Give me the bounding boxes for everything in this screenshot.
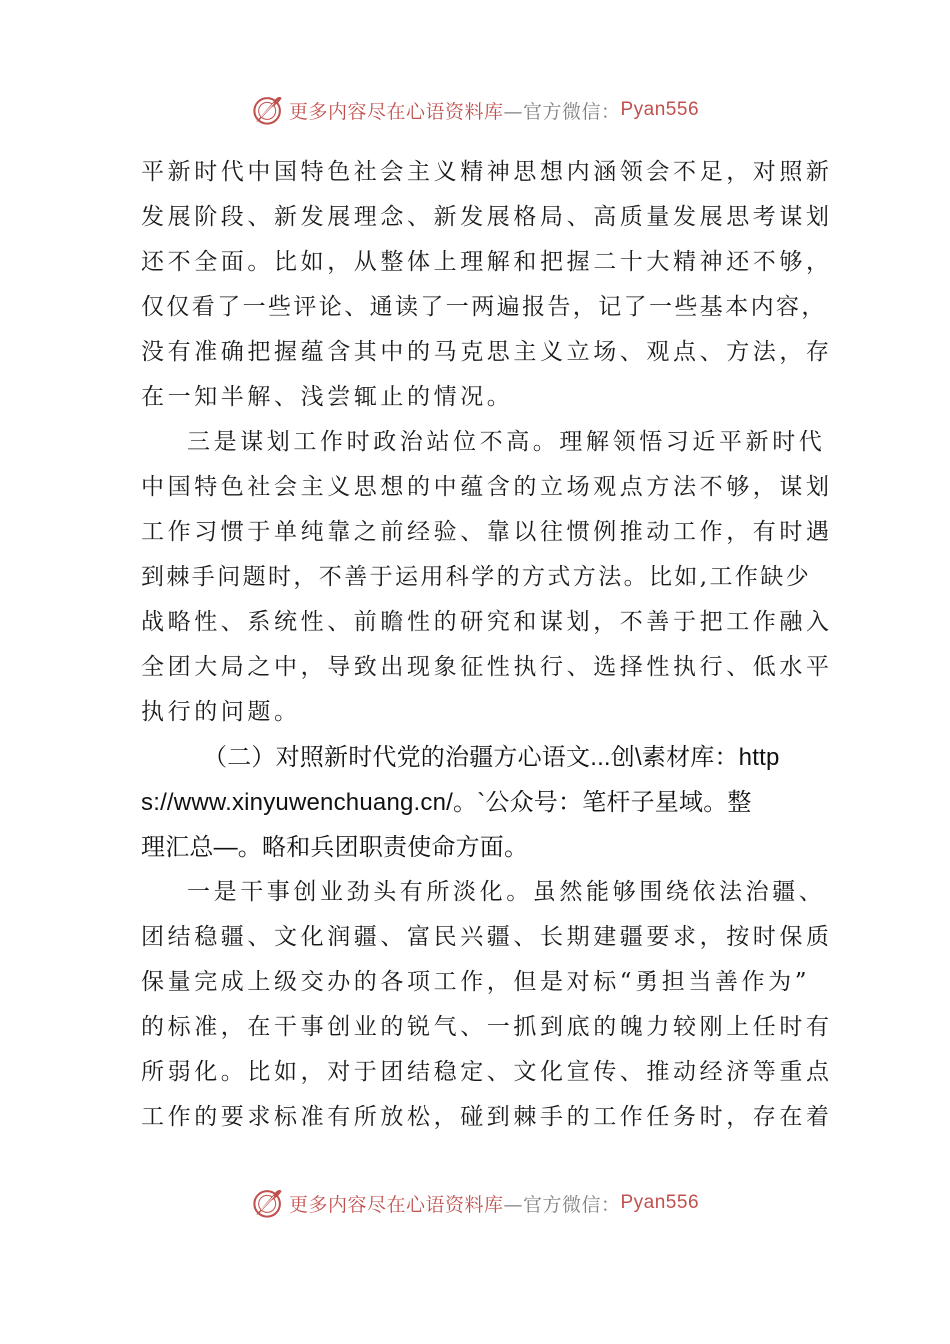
document-body xyxy=(141,150,831,1140)
footer-banner xyxy=(0,1183,950,1223)
text-line: 执行的问题。 xyxy=(141,699,301,725)
text-line: 战略性、系统性、前瞻性的研究和谋划，不善于把工作融入 xyxy=(141,609,833,635)
paragraph-1 xyxy=(141,150,831,420)
text-line: 到棘手问题时，不善于运用科学的方式方法。比如,工作缺少 xyxy=(141,564,812,590)
text-line: 仅仅看了一些评论、通读了一两遍报告，记了一些基本内容， xyxy=(141,294,827,320)
text-line: 还不全面。比如，从整体上理解和把握二十大精神还不够， xyxy=(141,249,833,275)
paragraph-3 xyxy=(141,870,831,1140)
text-line: 平新时代中国特色社会主义精神思想内涵领会不足，对照新 xyxy=(141,159,833,185)
text-line: 发展阶段、新发展理念、新发展格局、高质量发展思考谋划 xyxy=(141,204,833,230)
header-banner-gray-text: —官方微信： xyxy=(503,100,621,123)
text-line: 保量完成上级交办的各项工作，但是对标“勇担当善作为” xyxy=(141,969,811,995)
heading-line: 理汇总—。略和兵团职责使命方面。 xyxy=(141,834,529,861)
text-line: 在一知半解、浅尝辄止的情况。 xyxy=(141,384,514,410)
text-line: 的标准，在干事创业的锐气、一抓到底的魄力较刚上任时有 xyxy=(141,1014,833,1040)
text-line: 工作的要求标准有所放松，碰到棘手的工作任务时，存在着 xyxy=(141,1104,833,1130)
text-line: 团结稳疆、文化润疆、富民兴疆、长期建疆要求，按时保质 xyxy=(141,924,833,950)
text-line: 没有准确把握蕴含其中的马克思主义立场、观点、方法，存 xyxy=(141,339,833,365)
header-banner-red-text: 更多内容尽在心语资料库 xyxy=(288,100,504,123)
footer-banner-red-text: 更多内容尽在心语资料库 xyxy=(288,1193,504,1216)
quill-pen-logo-icon xyxy=(251,93,285,127)
text-line: 三是谋划工作时政治站位不高。理解领悟习近平新时代 xyxy=(187,429,826,455)
section-heading xyxy=(141,735,831,870)
header-banner-id-text: Pyan556 xyxy=(620,99,700,120)
footer-banner-gray-text: —官方微信： xyxy=(503,1193,621,1216)
header-banner xyxy=(0,90,950,130)
text-line: 所弱化。比如，对于团结稳定、文化宣传、推动经济等重点 xyxy=(141,1059,833,1085)
text-line: 中国特色社会主义思想的中蕴含的立场观点方法不够，谋划 xyxy=(141,474,833,500)
heading-line: s://www.xinyuwenchuang.cn/。`公众号：笔杆子星域。整 xyxy=(141,789,752,816)
text-line: 工作习惯于单纯靠之前经验、靠以往惯例推动工作，有时遇 xyxy=(141,519,833,545)
paragraph-2 xyxy=(141,420,831,735)
text-line: 全团大局之中，导致出现象征性执行、选择性执行、低水平 xyxy=(141,654,833,680)
text-line: 一是干事创业劲头有所淡化。虽然能够围绕依法治疆、 xyxy=(187,879,826,905)
footer-banner-id-text: Pyan556 xyxy=(620,1192,700,1213)
heading-line: （二）对照新时代党的治疆方心语文...创\素材库：http xyxy=(203,744,780,771)
quill-pen-logo-icon xyxy=(251,1186,285,1220)
